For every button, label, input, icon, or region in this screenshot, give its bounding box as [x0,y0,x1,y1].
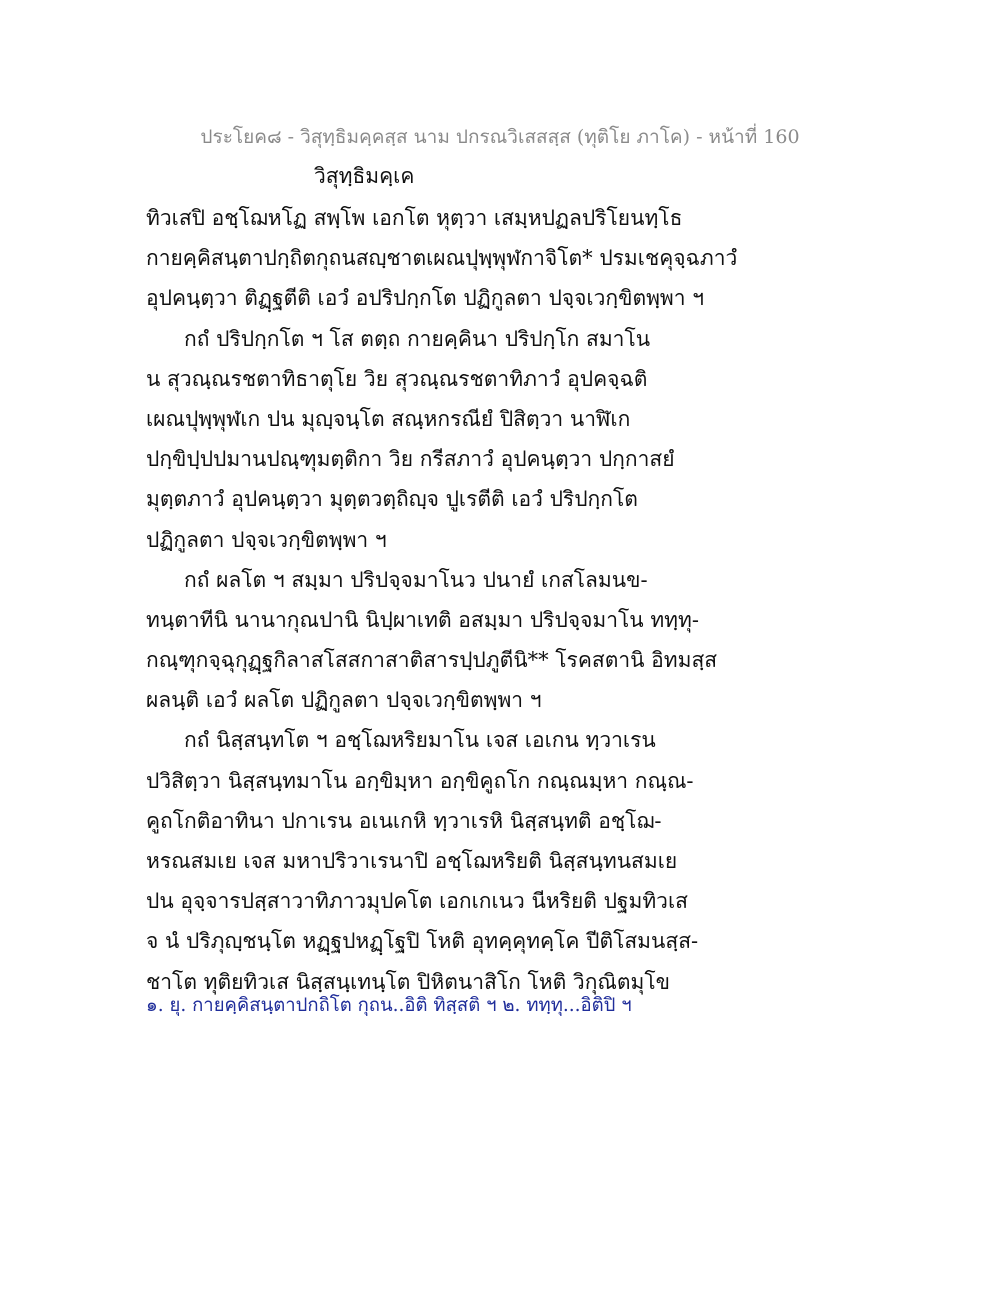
paragraph-start-line: กถํ ผลโต ฯ สมฺมา ปริปจฺจมาโนว ปนายํ เกสโลมนข- [184,567,648,592]
body-line: กณฺฑุกจฺฉุกุฏฺฐกิลาสโสสกาสาติสารปฺปภูตีนิ** โรคสตานิ อิทมสฺส [146,648,718,673]
body-line: ชาโต ทุติยทิวเส นิสฺสนฺเทนฺโต ปิหิตนาสิโก โหติ วิกุณิตมุโข [146,969,671,994]
body-text [146,198,738,1002]
body-line: หรณสมเย เจส มหาปริวาเรนาปิ อชฺโฌหริยติ นิสฺสนฺทนสมเย [146,849,678,873]
body-line: กายคฺคิสนฺตาปกฺถิตกุถนสญฺชาตเผณปุพฺพุฬกาจิโต* ปรมเชคุจฺฉภาวํ [146,246,738,271]
body-line: เผณปุพฺพุฬเก ปน มุญฺจนฺโต สณฺหกรณียํ ปิสิตฺวา นาฬิเก [146,406,631,431]
body-line: จ นํ ปริภุญฺชนฺโต หฏฺฐปหฏฺโฐปิ โหติ อุทคฺคุทคฺโค ปีติโสมนสฺส- [146,929,699,954]
body-line: อุปคนฺตฺวา ติฏฺฐตีติ เอวํ อปริปกฺกโต ปฏิกูลตา ปจฺจเวกฺขิตพฺพา ฯ [146,286,705,311]
body-line: คูถโกติอาทินา ปกาเรน อเนเกหิ ทฺวาเรหิ นิสฺสนฺทติ อชฺโฌ- [146,808,662,833]
body-line: น สุวณฺณรชตาทิธาตุโย วิย สุวณฺณรชตาทิภาวํ อุปคจฺฉติ [146,366,648,391]
body-line: ปวิสิตฺวา นิสฺสนฺทมาโน อกฺขิมฺหา อกฺขิคูถโก กณฺณมฺหา กณฺณ- [146,768,694,793]
body-line: ผลนฺติ เอวํ ผลโต ปฏิกูลตา ปจฺจเวกฺขิตพฺพา ฯ [146,688,542,713]
body-line: ปกฺขิปฺปปมานปณฺฑุมตฺติกา วิย กรีสภาวํ อุปคนฺตฺวา ปกฺกาสยํ [146,447,675,472]
body-line: ปฏิกูลตา ปจฺจเวกฺขิตพฺพา ฯ [146,527,387,552]
body-line: ทนฺตาทีนิ นานากุณปานิ นิปฺผาเทติ อสมฺมา ปริปจฺจมาโน ททฺทุ- [146,607,699,632]
footnote: ๑. ยุ. กายคฺคิสนฺตาปกถิโต กุถน..อิติ ทิสฺสติ ฯ ๒. ททฺทุ...อิติปิ ฯ [146,995,632,1016]
paragraph-start-line: กถํ นิสฺสนฺทโต ฯ อชฺโฌหริยมาโน เจส เอเกน ทฺวาเรน [184,728,656,753]
paragraph-start-line: กถํ ปริปกฺกโต ฯ โส ตตฺถ กายคฺคินา ปริปกฺโก สมาโน [184,326,651,351]
body-line: ปน อุจฺจารปสฺสาวาทิภาวมุปคโต เอกเกเนว นีหริยติ ปฐมทิวเส [146,889,688,914]
running-header: ประโยค๘ - วิสุทฺธิมคฺคสฺส นาม ปกรณวิเสสสฺส (ทุติโย ภาโค) - หน้าที่ 160 [200,126,800,148]
body-line: มุตฺตภาวํ อุปคนฺตฺวา มุตฺตวตฺถิญฺจ ปูเรตีติ เอวํ ปริปกฺกโต [146,487,638,512]
body-line: ทิวเสปิ อชฺโฌหโฏ สพฺโพ เอกโต หุตฺวา เสมฺหปฏลปริโยนทฺโธ [146,206,683,230]
section-title: วิสุทฺธิมคฺเค [314,164,415,188]
